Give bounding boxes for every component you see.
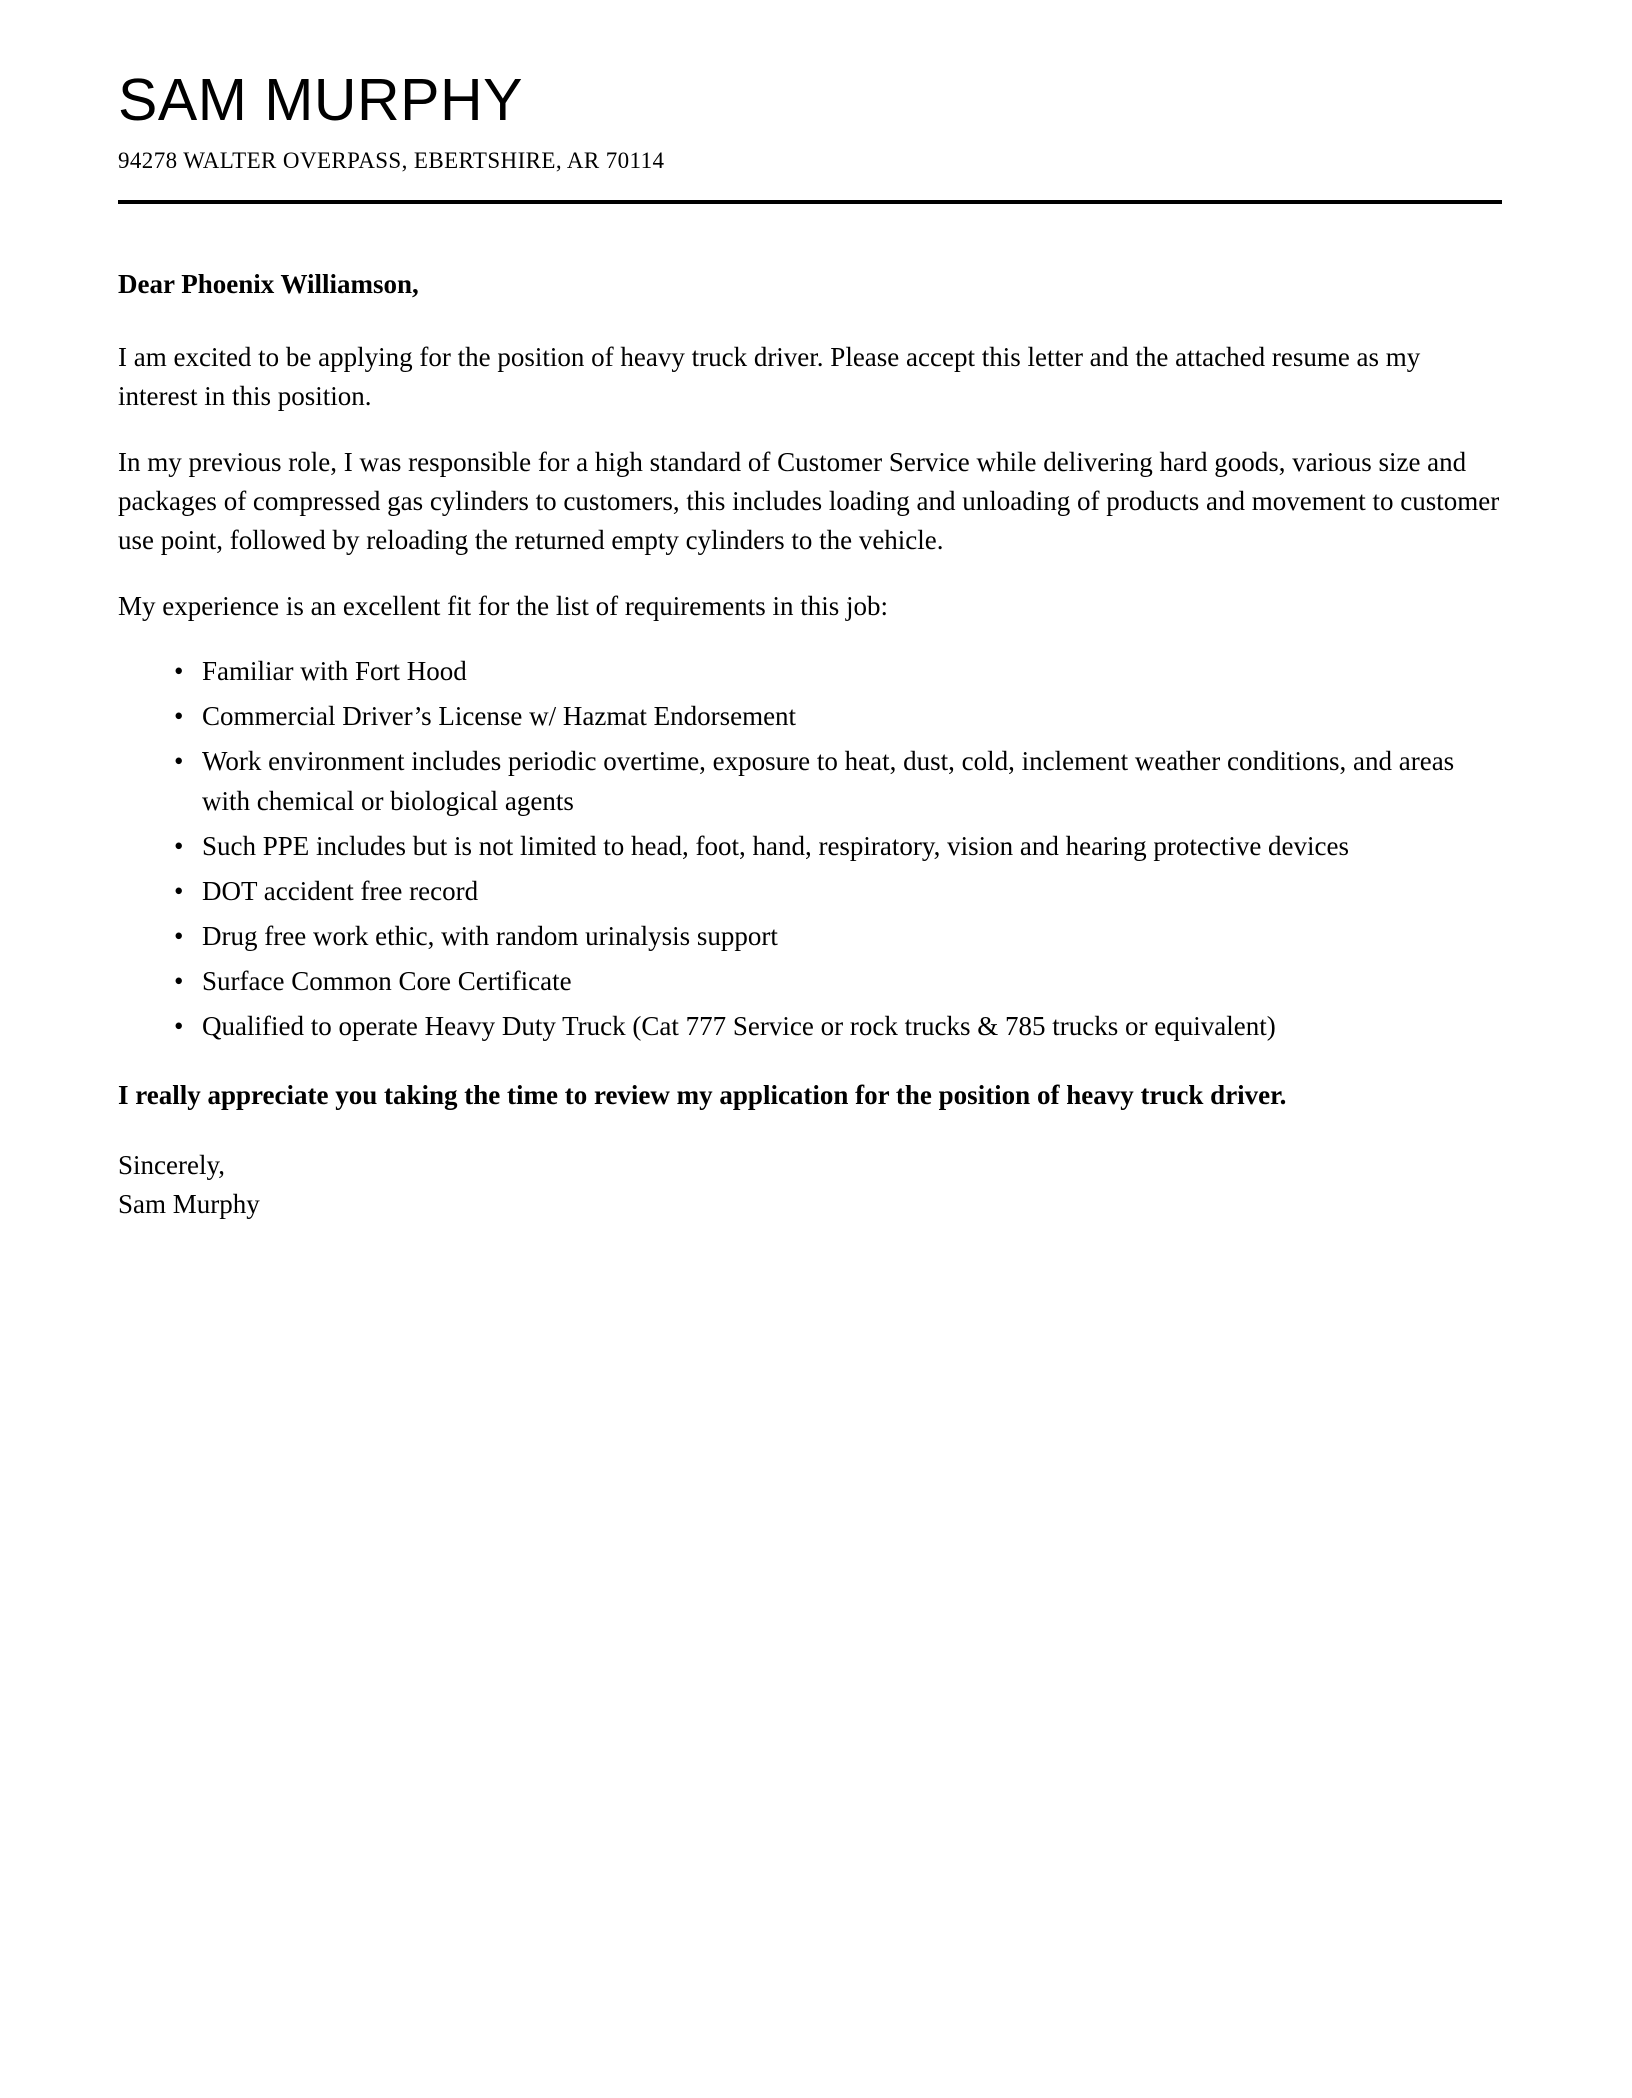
list-item: • Qualified to operate Heavy Duty Truck (Cat 777 Service or rock trucks & 785 trucks or equivalent) [174,1007,1502,1046]
salutation: Dear Phoenix Williamson, [118,268,419,299]
paragraph-experience: In my previous role, I was responsible for a high standard of Customer Service while delivering hard goods, various size and packages of compressed gas cylinders to customers, this includes loading and unloading of products and movement to customer use point, followed by reloading the returned empty cylinders to the vehicle. [118,446,1500,556]
letter-header [118,60,1502,204]
signature-name: Sam Murphy [118,1188,260,1219]
letter-body [118,204,1502,1224]
applicant-name: SAM MURPHY [118,67,523,133]
closing-statement: I really appreciate you taking the time to review my application for the position of heavy truck driver. [118,1080,1287,1111]
paragraph-intro: I am excited to be applying for the position of heavy truck driver. Please accept this letter and the attached resume as my interest in this position. [118,341,1421,412]
list-item: • DOT accident free record [174,872,1502,911]
signoff-block [118,1146,1502,1224]
list-item: • Work environment includes periodic overtime, exposure to heat, dust, cold, inclement weather conditions, and areas with chemical or biological agents [174,742,1502,820]
list-item: • Commercial Driver’s License w/ Hazmat Endorsement [174,697,1502,736]
list-item: • Familiar with Fort Hood [174,652,1502,691]
list-item: • Such PPE includes but is not limited to head, foot, hand, respiratory, vision and hearing protective devices [174,827,1502,866]
paragraph-requirements-lead: My experience is an excellent fit for the list of requirements in this job: [118,590,889,621]
requirements-list [118,652,1502,1046]
signoff-text: Sincerely, [118,1149,225,1180]
list-item: • Surface Common Core Certificate [174,962,1502,1001]
list-item: • Drug free work ethic, with random urinalysis support [174,917,1502,956]
applicant-address: 94278 WALTER OVERPASS, EBERTSHIRE, AR 70114 [118,147,665,173]
